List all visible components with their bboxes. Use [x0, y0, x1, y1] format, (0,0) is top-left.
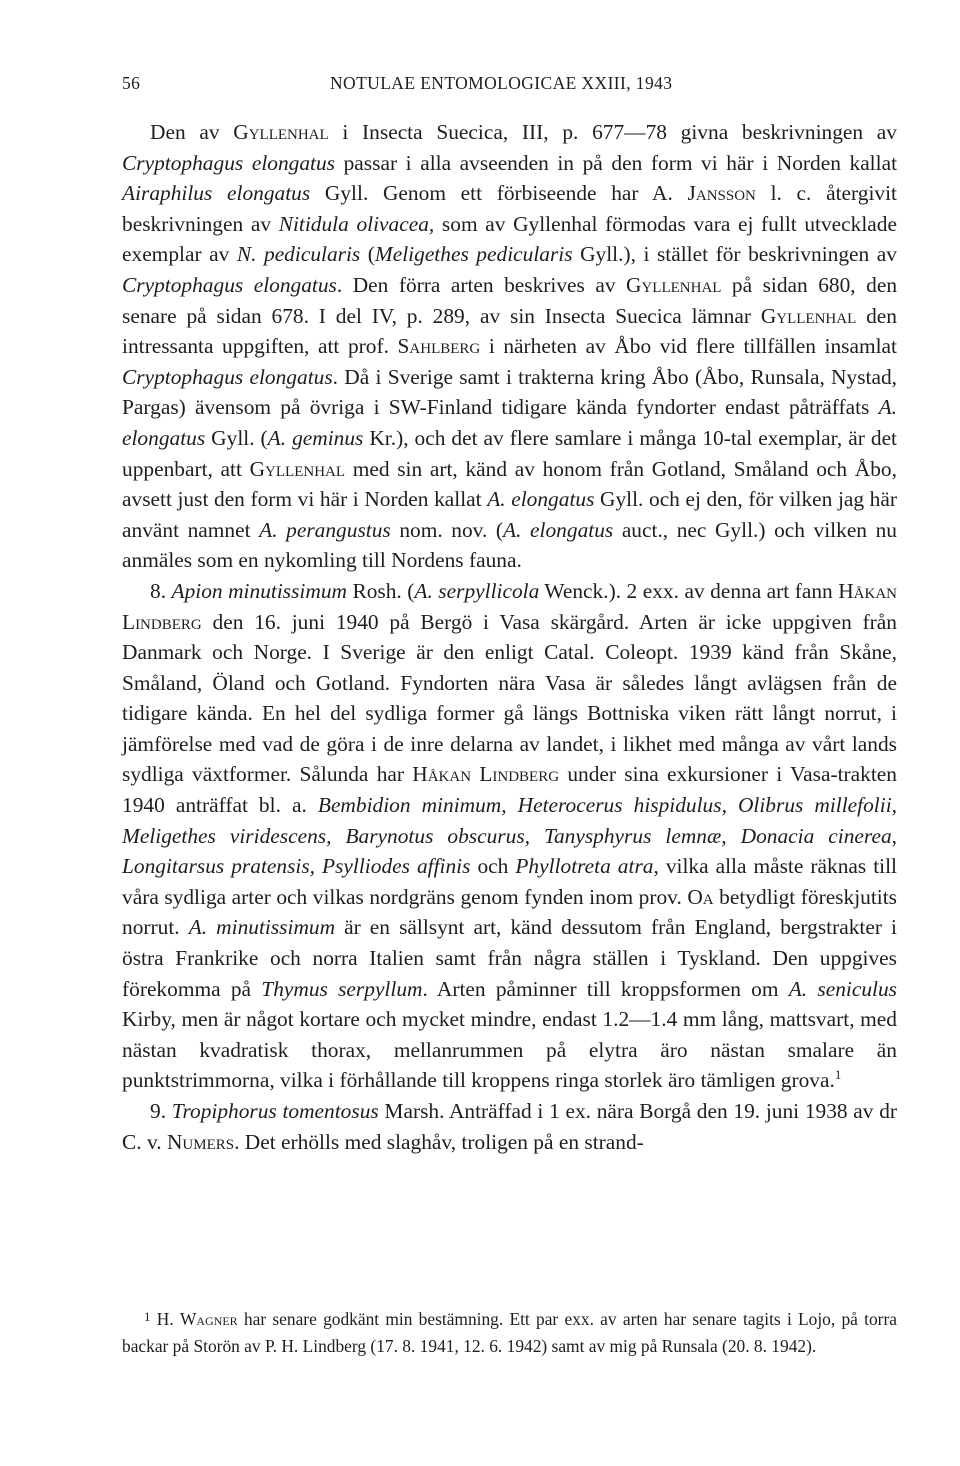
text-run: Gyll.), i stället för beskrivningen av	[572, 242, 897, 267]
text-run: Rosh. (	[346, 578, 415, 603]
italic-text: N. pedicularis	[236, 242, 361, 267]
italic-text: A. serpyllicola	[414, 578, 540, 603]
text-run: är en sällsynt art, känd dessutom från England, bergstrakter i östra Frankrike och norra Italien samt från några ställen i Tyskland. Den uppgives förekomma på	[122, 915, 897, 1001]
footnote-text	[122, 1309, 897, 1356]
italic-text: Cryptophagus elongatus	[122, 364, 333, 389]
text-run: Kr.), och det av flere samlare i många 10-tal exemplar, är det uppenbart, att	[122, 425, 897, 481]
text-run: 9.	[150, 1099, 172, 1123]
smallcaps-text: Håkan Lindberg	[122, 578, 898, 634]
text-run: i närheten av Åbo vid flere tillfällen insamlat	[480, 334, 897, 359]
text-run: har senare godkänt min bestämning. Ett par exx. av arten har senare tagits i Lojo, på torra backar på Storön av P. H. Lindberg (17. 8. 1941, 12. 6. 1942) samt av mig på Runsala (20. 8. 1942).	[122, 1309, 897, 1356]
smallcaps-text: Numers	[166, 1129, 235, 1154]
text-run: . Arten påminner till kroppsformen om	[422, 976, 789, 1001]
page-number: 56	[122, 73, 141, 93]
text-run: under sina exkursioner i Vasa-trakten 1940 anträffat bl. a.	[122, 762, 897, 818]
italic-text: A. geminus	[267, 425, 364, 450]
text-run: 8.	[150, 578, 172, 603]
text-run: Marsh. Anträffad i 1 ex. nära Borgå den 19. juni 1938 av dr C. v.	[122, 1099, 898, 1154]
italic-text: Cryptophagus elongatus	[122, 150, 336, 175]
text-run: , vilka alla måste räknas till våra sydliga arter och vilkas nordgräns genom fynden inom prov.	[122, 854, 897, 909]
italic-text: Airaphilus elongatus	[122, 181, 311, 206]
smallcaps-text: Gyllenhal	[626, 272, 722, 297]
italic-text: Nitidula olivacea	[278, 211, 429, 236]
text-run: nom. nov. (	[390, 517, 504, 542]
smallcaps-text: Gyllenhal	[760, 303, 857, 328]
running-title: NOTULAE ENTOMOLOGICAE XXIII, 1943	[330, 73, 673, 93]
italic-text: Cryptophagus elongatus	[122, 272, 337, 297]
italic-text: Meligethes pedicularis	[374, 242, 573, 267]
italic-text: A. seniculus	[788, 976, 898, 1001]
italic-text: Thymus serpyllum	[261, 976, 423, 1001]
smallcaps-text: Gyllenhal	[233, 120, 329, 144]
text-run: Gyll. Genom ett förbiseende har A.	[310, 181, 688, 206]
text-run: . Den förra arten beskrives av	[336, 272, 627, 297]
smallcaps-text: Sahlberg	[397, 334, 481, 359]
italic-text: A. perangustus	[259, 517, 391, 542]
text-run: Gyll. (	[205, 425, 268, 450]
footnote-1	[122, 1304, 897, 1359]
text-run: den intressanta uppgiften, att prof.	[122, 303, 898, 359]
footnote-ref: 1	[834, 1067, 842, 1083]
text-run: på sidan 680, den senare på sidan 678. I del IV, p. 289, av sin Insecta Suecica lämnar	[122, 272, 898, 328]
text-run: Kirby, men är något kortare och mycket mindre, endast 1.2—1.4 mm lång, mattsvart, med nästan kvadratisk thorax, mellanrummen på elytra äro nästan smalare än punktstrimmorna, vilka i förhållande till kroppens ringa storlek äro tämligen grova.	[122, 1007, 897, 1093]
text-run: , som av Gyllenhal förmodas vara ej fullt utvecklade exemplar av	[122, 211, 897, 267]
footnote-marker: 1	[144, 1309, 151, 1324]
smallcaps-text: Oa	[687, 884, 714, 909]
text-run: . Det erhölls med slaghåv, troligen på en strand-	[234, 1129, 644, 1154]
text-run: passar i alla avseenden in på den form vi här i Norden kallat	[335, 150, 898, 175]
italic-text: A. minutissimum	[188, 915, 336, 940]
italic-text: A. elongatus	[503, 517, 614, 542]
italic-text: A. elongatus	[122, 395, 897, 450]
text-run: Wenck.). 2 exx. av denna art fann	[539, 578, 839, 603]
text-run: H.	[156, 1309, 180, 1329]
text-run: betydligt föreskjutits norrut.	[122, 884, 897, 940]
running-header	[122, 73, 897, 103]
text-run: auct., nec Gyll.) och vilken nu anmäles som en nykomling till Nordens fauna.	[122, 517, 897, 573]
paragraph-cryptophagus	[122, 117, 897, 576]
text-run: den 16. juni 1940 på Bergö i Vasa skärgård. Arten är icke uppgiven från Danmark och Norge. I Sverige är den enligt Catal. Coleopt. 1939 känd från Skåne, Småland, Öland och Gotland. Fyndorten nära Vasa är således långt avlägsen från de tidigare kända. En hel del sydliga former gå längs Bottniska viken rätt långt norrut, i jämförelse med vad de göra i de inre delarna av landet, i likhet med många av vårt lands sydliga växtformer. Sålunda har	[122, 609, 897, 787]
smallcaps-text: Jansson	[687, 181, 756, 206]
text-run: med sin art, känd av honom från Gotland, Småland och Åbo, avsett just den form vi här i Norden kallat	[122, 456, 897, 512]
italic-text: Apion minutissimum	[171, 578, 347, 603]
text-run: och	[470, 854, 516, 879]
italic-text: Bembidion minimum, Heterocerus hispidulus, Olibrus millefolii, Meligethes viridescens, Barynotus obscurus, Tanysphyrus lemnæ, Donacia cinerea, Longitarsus pratensis, Psylliodes affinis	[122, 793, 897, 879]
smallcaps-text: Wagner	[179, 1309, 238, 1329]
paragraph-apion-minutissimum	[122, 576, 897, 1096]
italic-text: Tropiphorus tomentosus	[171, 1099, 379, 1123]
text-run: Gyll. och ej den, för vilken jag här använt namnet	[122, 487, 897, 542]
footnotes	[122, 1304, 897, 1359]
text-run: . Då i Sverige samt i trakterna kring Åbo (Åbo, Runsala, Nystad, Pargas) ävensom på övriga i SW-Finland tidigare kända fyndorter endast påträffats	[122, 364, 897, 420]
smallcaps-text: Håkan Lindberg	[412, 762, 560, 787]
article-body	[122, 117, 897, 1157]
text-run: i Insecta Suecica, III, p. 677—78 givna beskrivningen av	[328, 120, 897, 144]
italic-text: A. elongatus	[487, 487, 595, 512]
italic-text: Phyllotreta atra	[515, 854, 654, 879]
text-run: (	[360, 242, 375, 267]
text-run: l. c. återgivit beskrivningen av	[122, 181, 897, 236]
text-run: Den av	[150, 120, 234, 144]
smallcaps-text: Gyllenhal	[249, 456, 346, 481]
paragraph-tropiphorus	[122, 1096, 897, 1157]
